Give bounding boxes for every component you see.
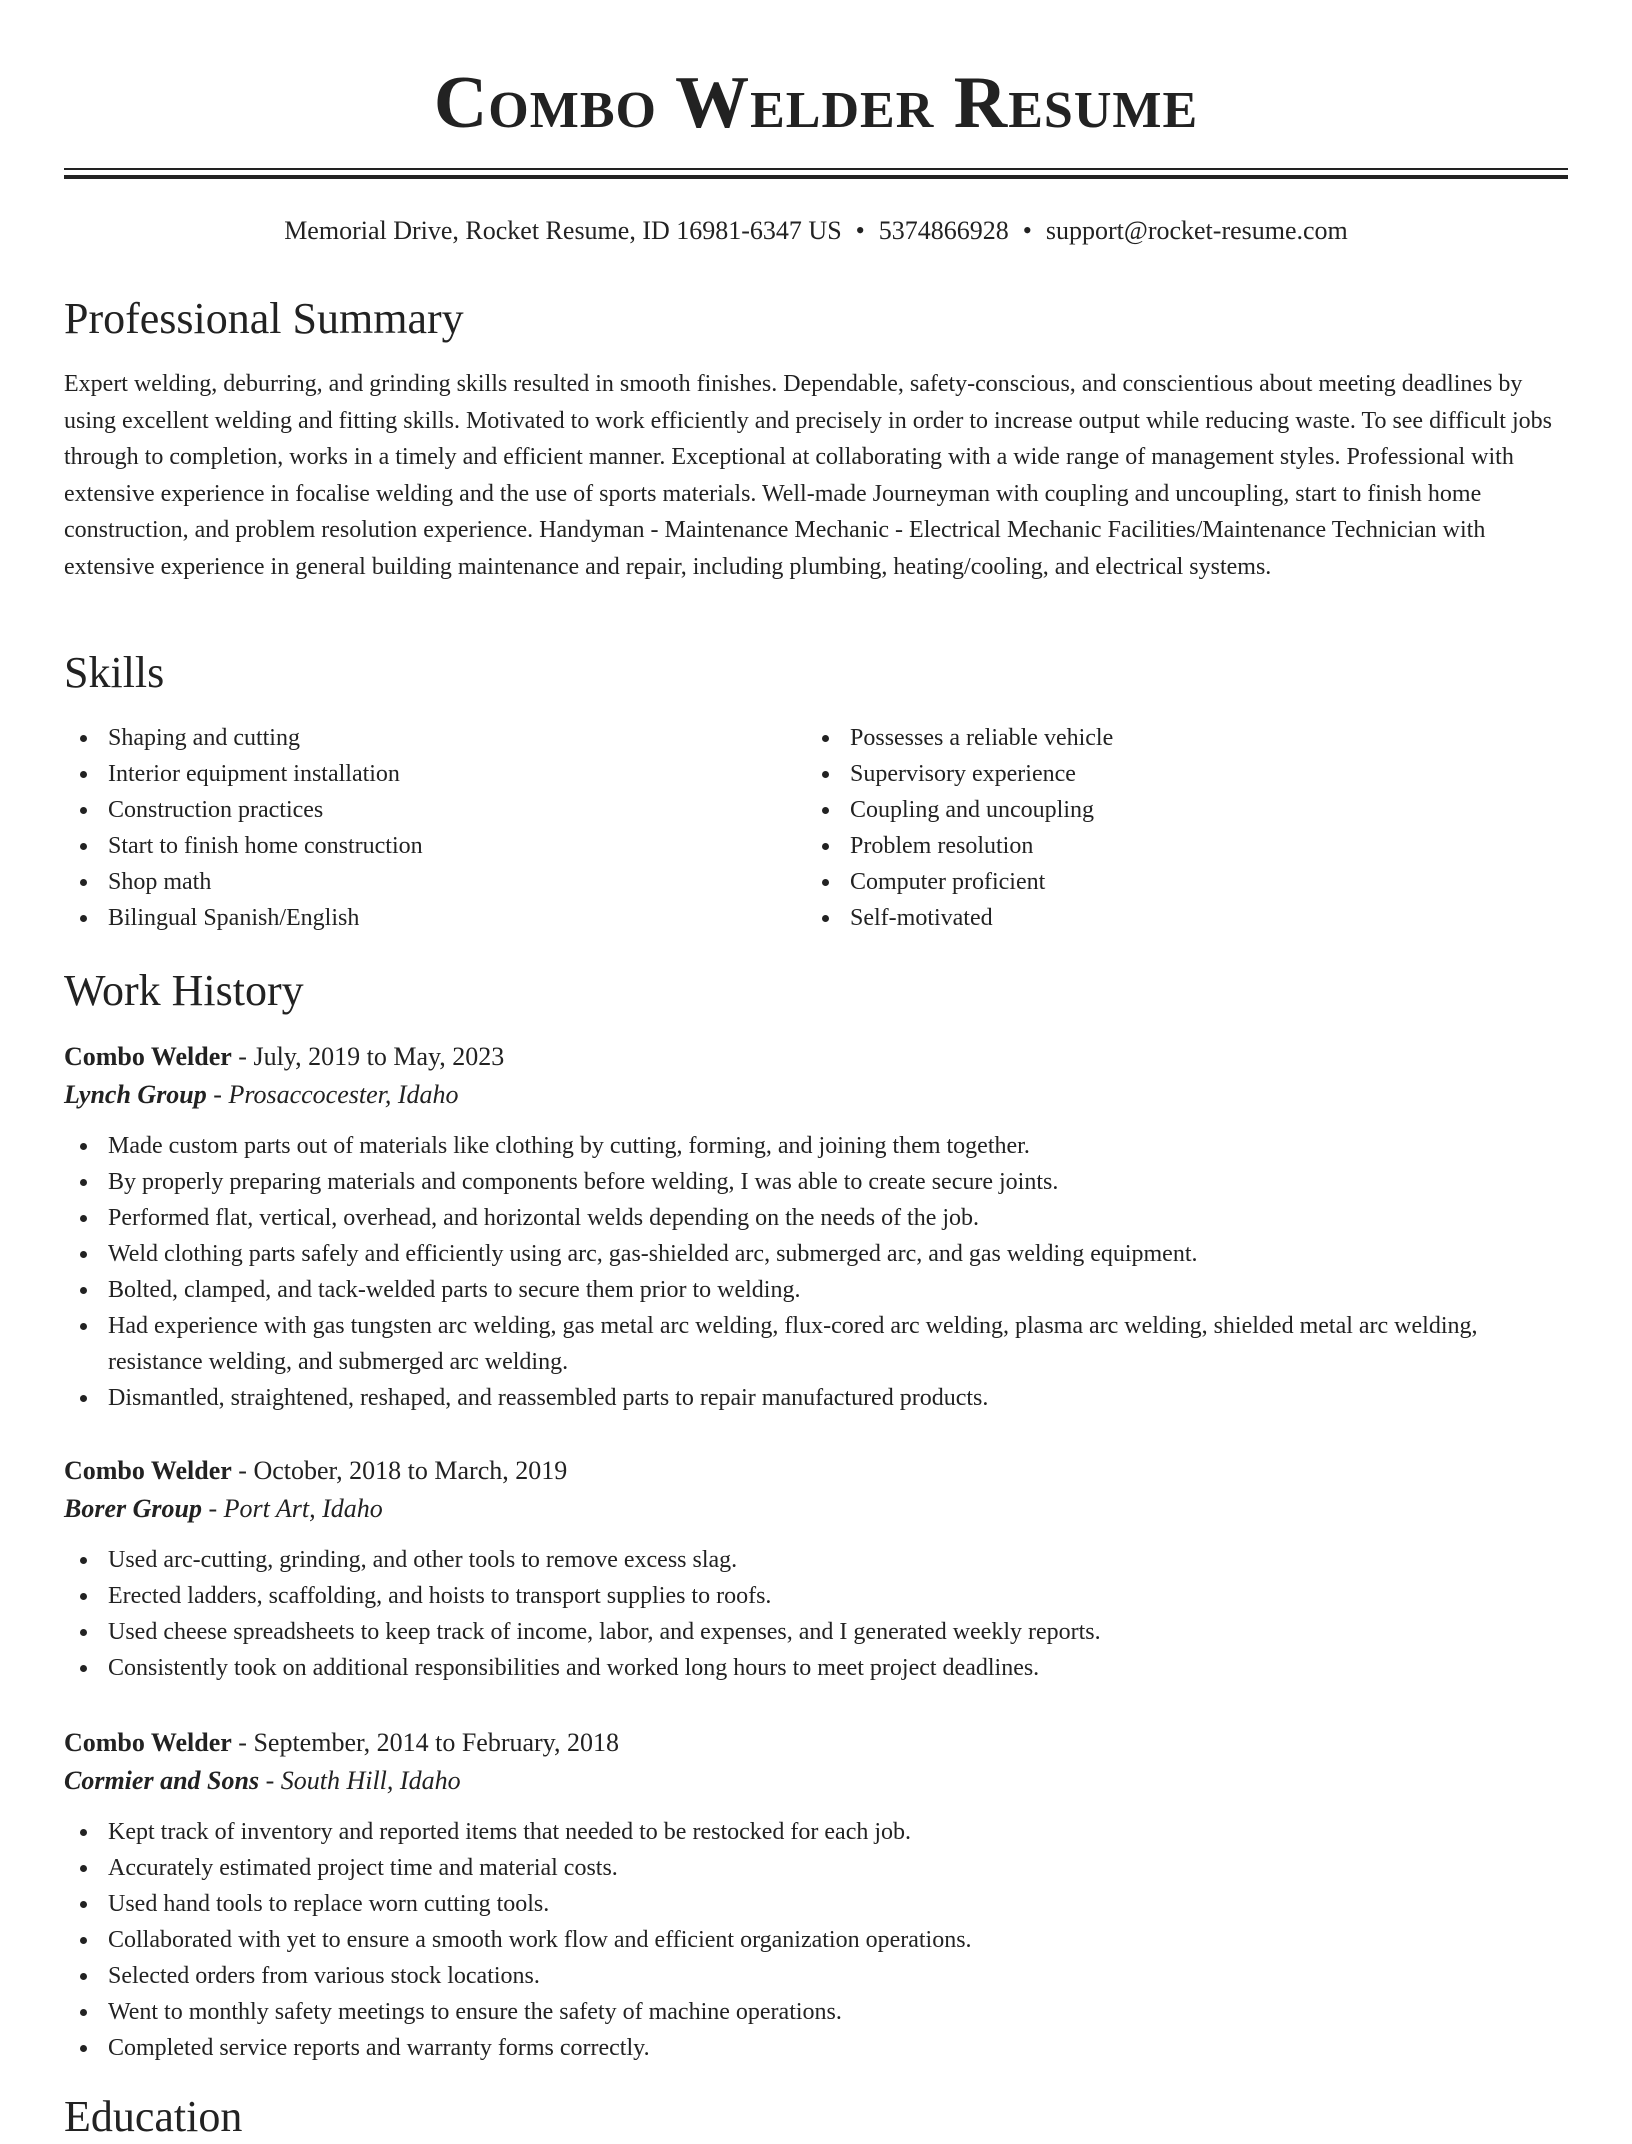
skill-item: Start to finish home construction [64, 828, 804, 864]
summary-heading: Professional Summary [64, 294, 464, 343]
job-dates: - September, 2014 to February, 2018 [231, 1728, 619, 1757]
skill-item: Problem resolution [806, 828, 1566, 864]
job-location: - Port Art, Idaho [201, 1494, 383, 1523]
skill-item: Coupling and uncoupling [806, 792, 1566, 828]
job-bullet: Weld clothing parts safely and efficiently using arc, gas-shielded arc, submerged arc, and gas welding equipment. [64, 1236, 1574, 1272]
summary-text: Expert welding, deburring, and grinding skills resulted in smooth finishes. Dependable, safety-conscious, and conscientious about meeting deadlines by using excellent welding and fitting skills. Motivated to work efficiently and precisely in order to increase output while reducing waste. To see difficult jobs through to completion, works in a timely and efficient manner. Exceptional at collaborating with a wide range of management styles. Professional with extensive experience in focalise welding and the use of sports materials. Well-made Journeyman with coupling and uncoupling, start to finish home construction, and problem resolution experience. Handyman - Maintenance Mechanic - Electrical Mechanic Facilities/Maintenance Technician with extensive experience in general building maintenance and repair, including plumbing, heating/cooling, and electrical systems. [64, 371, 1552, 580]
skill-item: Shaping and cutting [64, 720, 804, 756]
job-bullet: Consistently took on additional responsibilities and worked long hours to meet project deadlines. [64, 1650, 1574, 1686]
contact-phone: 5374866928 [878, 216, 1009, 245]
skill-item: Possesses a reliable vehicle [806, 720, 1566, 756]
skill-item: Interior equipment installation [64, 756, 804, 792]
job-company-line [64, 1490, 1574, 1528]
skill-item: Computer proficient [806, 864, 1566, 900]
job-dates: - July, 2019 to May, 2023 [231, 1042, 505, 1071]
job-dates: - October, 2018 to March, 2019 [231, 1456, 568, 1485]
job-title-line [64, 1724, 1574, 1762]
job-company: Lynch Group [64, 1080, 207, 1109]
skill-item: Shop math [64, 864, 804, 900]
skills-list-left [64, 720, 804, 936]
job-bullet: Collaborated with yet to ensure a smooth work flow and efficient organization operations. [64, 1922, 1574, 1958]
job-title-line [64, 1038, 1574, 1076]
job-bullet: Completed service reports and warranty forms correctly. [64, 2030, 1574, 2066]
job-role: Combo Welder [64, 1456, 232, 1485]
skill-item: Self-motivated [806, 900, 1566, 936]
contact-separator: • [855, 216, 865, 245]
job-entry [64, 1038, 1574, 1416]
job-entry [64, 1452, 1574, 1686]
work-history-heading: Work History [64, 966, 304, 1015]
job-bullet: Made custom parts out of materials like clothing by cutting, forming, and joining them together. [64, 1128, 1574, 1164]
skill-item: Construction practices [64, 792, 804, 828]
job-bullet: Bolted, clamped, and tack-welded parts to secure them prior to welding. [64, 1272, 1574, 1308]
job-bullets [64, 1542, 1574, 1686]
contact-separator: • [1022, 216, 1032, 245]
skills-list-right [806, 720, 1566, 936]
contact-line [0, 214, 1632, 248]
job-location: - South Hill, Idaho [259, 1766, 461, 1795]
resume-title: Combo Welder Resume [433, 62, 1199, 144]
job-bullet: Performed flat, vertical, overhead, and horizontal welds depending on the needs of the job. [64, 1200, 1574, 1236]
job-bullet: Used cheese spreadsheets to keep track of income, labor, and expenses, and I generated weekly reports. [64, 1614, 1574, 1650]
education-heading: Education [64, 2092, 243, 2141]
job-location: - Prosaccocester, Idaho [206, 1080, 459, 1109]
skills-heading: Skills [64, 648, 165, 697]
contact-address: Memorial Drive, Rocket Resume, ID 16981-6347 US [284, 216, 842, 245]
job-bullet: Kept track of inventory and reported items that needed to be restocked for each job. [64, 1814, 1574, 1850]
job-entry [64, 1724, 1574, 2066]
contact-email: support@rocket-resume.com [1045, 216, 1348, 245]
job-title-line [64, 1452, 1574, 1490]
job-bullets [64, 1128, 1574, 1416]
job-bullet: Selected orders from various stock locations. [64, 1958, 1574, 1994]
skill-item: Supervisory experience [806, 756, 1566, 792]
job-role: Combo Welder [64, 1042, 232, 1071]
job-company: Cormier and Sons [64, 1766, 260, 1795]
job-role: Combo Welder [64, 1728, 232, 1757]
job-bullet: Erected ladders, scaffolding, and hoists to transport supplies to roofs. [64, 1578, 1574, 1614]
job-bullet: Used hand tools to replace worn cutting tools. [64, 1886, 1574, 1922]
job-company-line [64, 1076, 1574, 1114]
job-bullet: Had experience with gas tungsten arc welding, gas metal arc welding, flux-cored arc welding, plasma arc welding, shielded metal arc welding, resistance welding, and submerged arc welding. [64, 1308, 1574, 1380]
job-bullet: By properly preparing materials and components before welding, I was able to create secure joints. [64, 1164, 1574, 1200]
job-company: Borer Group [64, 1494, 202, 1523]
job-bullet: Used arc-cutting, grinding, and other tools to remove excess slag. [64, 1542, 1574, 1578]
title-divider-thin [64, 168, 1568, 170]
job-bullets [64, 1814, 1574, 2066]
job-bullet: Went to monthly safety meetings to ensure the safety of machine operations. [64, 1994, 1574, 2030]
skill-item: Bilingual Spanish/English [64, 900, 804, 936]
job-company-line [64, 1762, 1574, 1800]
job-bullet: Accurately estimated project time and material costs. [64, 1850, 1574, 1886]
job-bullet: Dismantled, straightened, reshaped, and reassembled parts to repair manufactured products. [64, 1380, 1574, 1416]
title-divider-thick [64, 175, 1568, 179]
